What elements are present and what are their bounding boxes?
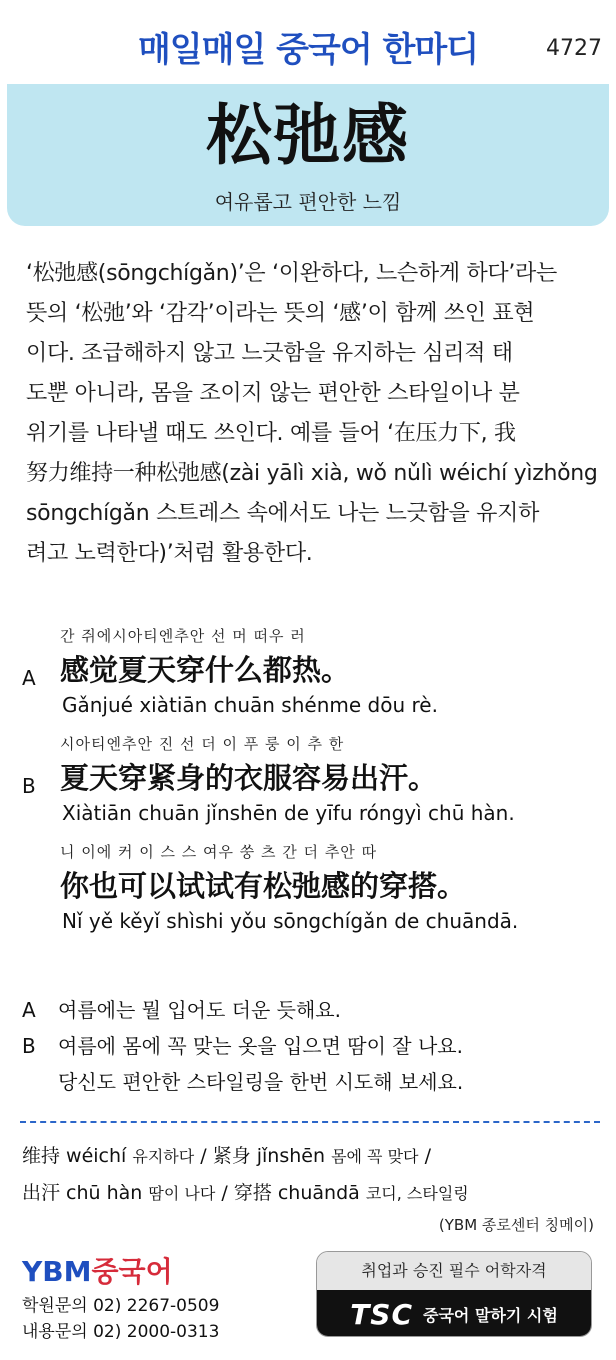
vocab-word: 维持 wéichí	[22, 1145, 127, 1167]
vocab-line	[22, 1138, 602, 1175]
explanation-line: ‘松弛感(sōngchígǎn)’은 ‘이완하다, 느슨하게 하다’라는	[26, 261, 557, 286]
chinese-sentence: 夏天穿紧身的衣服容易出汗。	[60, 761, 438, 795]
dialogue-line	[22, 730, 602, 828]
explanation-text	[26, 254, 598, 574]
vocab-meaning: 코디, 스타일링	[365, 1184, 469, 1203]
translation	[22, 992, 602, 1100]
explanation-line: 려고 노력한다)’처럼 활용한다.	[26, 541, 313, 566]
top-bar	[0, 0, 616, 84]
translation-text: 여름에는 뭘 입어도 더운 듯해요.	[58, 998, 341, 1022]
chinese-sentence: 你也可以试试有松弛感的穿搭。	[60, 869, 467, 903]
vocab-word: 紧身 jǐnshēn	[212, 1145, 326, 1167]
explanation-line: 이다. 조급해하지 않고 느긋함을 유지하는 심리적 태	[26, 341, 513, 366]
dashed-divider	[20, 1121, 600, 1123]
speaker-label: A	[22, 998, 36, 1022]
explanation-line: 努力维持一种松弛感(zài yālì xià, wǒ nǔlì wéichí yìzhǒng	[26, 461, 598, 486]
series-title: 매일매일 중국어 한마디	[137, 30, 479, 70]
translation-line	[22, 1064, 602, 1100]
explanation-line: sōngchígǎn 스트레스 속에서도 나는 느긋함을 유지하	[26, 501, 540, 526]
vocab-meaning: 몸에 꼭 맞다	[331, 1147, 419, 1166]
tsc-tagline: 취업과 승진 필수 어학자격	[317, 1252, 591, 1290]
issue-number: 4727	[546, 36, 602, 61]
pronunciation-guide: 간 쥐에시아티엔추안 선 머 떠우 러	[60, 627, 306, 645]
dialogue-line	[22, 622, 602, 720]
explanation-line: 뜻의 ‘松弛’와 ‘감각’이라는 뜻의 ‘感’이 함께 쓰인 표현	[26, 301, 535, 326]
vocab-separator: /	[424, 1145, 431, 1167]
pinyin: Nǐ yě kěyǐ shìshi yǒu sōngchígǎn de chuāndā.	[62, 909, 519, 933]
ybm-logo	[22, 1250, 173, 1290]
contact-academy: 학원문의 02) 2267-0509	[22, 1296, 220, 1316]
vocab-line	[22, 1175, 602, 1212]
hero-expression: 松弛感	[206, 96, 410, 174]
ybm-logo-chinese: 중국어	[91, 1255, 173, 1288]
translation-text: 여름에 몸에 꼭 맞는 옷을 입으면 땀이 잘 나요.	[58, 1034, 463, 1058]
vocab-meaning: 유지하다	[132, 1147, 195, 1166]
translation-line	[22, 1028, 602, 1064]
speaker-label: B	[22, 774, 36, 798]
translation-text: 당신도 편안한 스타일링을 한번 시도해 보세요.	[58, 1070, 464, 1094]
vocab-separator: /	[221, 1182, 228, 1204]
contact-info	[22, 1293, 219, 1345]
hero-panel	[7, 84, 609, 226]
pronunciation-guide: 시아티엔추안 진 선 더 이 푸 룽 이 추 한	[60, 735, 345, 753]
speaker-label: B	[22, 1034, 36, 1058]
tsc-description: 중국어 말하기 시험	[423, 1305, 558, 1325]
hero-meaning: 여유롭고 편안한 느낌	[214, 190, 402, 214]
explanation-line: 위기를 나타낼 때도 쓰인다. 예를 들어 ‘在压力下, 我	[26, 421, 516, 446]
tsc-logo: TSC	[350, 1297, 414, 1331]
explanation-line: 도뿐 아니라, 몸을 조이지 않는 편안한 스타일이나 분	[26, 381, 520, 406]
pinyin: Gǎnjué xiàtiān chuān shénme dōu rè.	[62, 693, 438, 717]
vocab-separator: /	[200, 1145, 207, 1167]
vocab-meaning: 땀이 나다	[148, 1184, 216, 1203]
chinese-sentence: 感觉夏天穿什么都热。	[60, 653, 351, 687]
ybm-logo-text: YBM	[22, 1255, 92, 1288]
speaker-label	[22, 1064, 58, 1100]
contact-content: 내용문의 02) 2000-0313	[22, 1322, 220, 1342]
speaker-label: A	[22, 666, 36, 690]
pronunciation-guide: 니 이에 커 이 스 스 여우 쑹 츠 간 더 추안 따	[60, 843, 378, 861]
vocabulary	[22, 1138, 602, 1212]
example-dialogue	[22, 622, 602, 946]
vocab-word: 穿搭 chuāndā	[233, 1182, 360, 1204]
tsc-logo-bar	[317, 1290, 591, 1337]
author-credit: (YBM 종로센터 칭메이)	[438, 1216, 594, 1234]
pinyin: Xiàtiān chuān jǐnshēn de yīfu róngyì chū hàn.	[62, 801, 515, 825]
tsc-banner	[316, 1251, 592, 1337]
translation-line	[22, 992, 602, 1028]
dialogue-line	[22, 838, 602, 936]
vocab-word: 出汗 chū hàn	[22, 1182, 143, 1204]
